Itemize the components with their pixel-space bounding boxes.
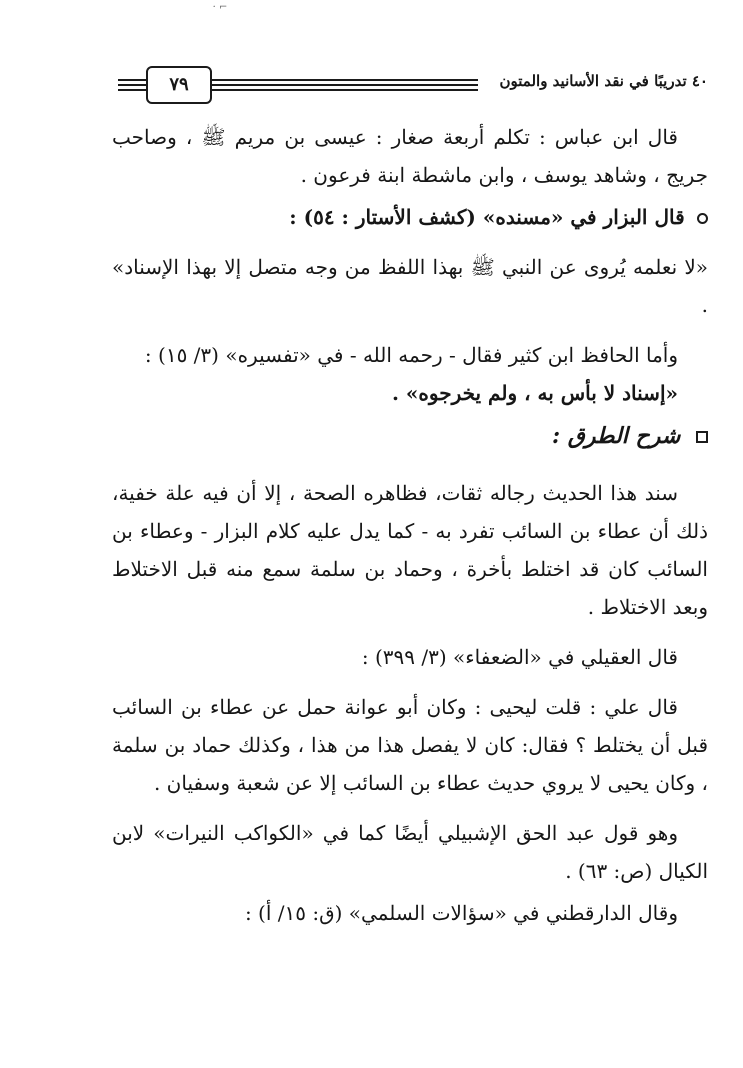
section-heading (112, 416, 708, 456)
paragraph-uqayli: قال العقيلي في «الضعفاء» (٣/ ٣٩٩) : (361, 645, 678, 669)
quote-ibn-kathir: «إسناد لا بأس به ، ولم يخرجوه» . (391, 381, 678, 405)
paragraph-ali-yahya: قال علي : قلت ليحيى : وكان أبو عوانة حمل عن عطاء بن السائب قبل أن يختلط ؟ فقال: كان لا يفصل هذا من هذا ، وكذلك حماد بن سلمة ، وكان يحيى لا يروي حديث عطاء بن السائب إلا عن شعبة وسفيان . (112, 695, 708, 795)
section-heading-text: شرح الطرق : (552, 423, 681, 449)
header-rule-left (118, 79, 146, 95)
paragraph-ibn-abbas: قال ابن عباس : تكلم أربعة صغار : عيسى بن مريم ﷺ ، وصاحب جريج ، وشاهد يوسف ، وابن ماشطة ابنة فرعون . (112, 125, 708, 187)
paragraph-daraqutni: وقال الدارقطني في «سؤالات السلمي» (ق: ١٥/ أ) : (244, 901, 678, 925)
running-title: ٤٠ تدريبًا في نقد الأسانيد والمتون (499, 72, 708, 90)
paragraph-ibn-kathir: وأما الحافظ ابن كثير فقال - رحمه الله - في «تفسيره» (٣/ ١٥) : (144, 343, 678, 367)
header-rule-right (212, 79, 478, 95)
paragraph-sanad: سند هذا الحديث رجاله ثقات، فظاهره الصحة ، إلا أن فيه علة خفية، ذلك أن عطاء بن السائب تفرد به - كما يدل عليه كلام البزار - وعطاء بن السائب كان قد اختلط بأخرة ، وحماد بن سلمة سمع منه قبل الاختلاط وبعد الاختلاط . (112, 481, 708, 619)
bullet-bazzar-text: قال البزار في «مسنده» (كشف الأستار : ٥٤) : (289, 205, 685, 229)
circle-bullet-icon (697, 213, 708, 224)
square-bullet-icon (696, 431, 708, 443)
paragraph-abdulhaqq: وهو قول عبد الحق الإشبيلي أيضًا كما في «الكواكب النيرات» لابن الكيال (ص: ٦٣) . (112, 821, 708, 883)
scan-mark: ⌐ · (212, 2, 228, 13)
quote-bazzar: «لا نعلمه يُروى عن النبي ﷺ بهذا اللفظ من وجه متصل إلا بهذا الإسناد» . (112, 255, 708, 317)
page-header (118, 66, 708, 108)
bullet-bazzar (112, 198, 708, 236)
page-body (112, 118, 708, 932)
page-number: ٧٩ (146, 66, 212, 104)
